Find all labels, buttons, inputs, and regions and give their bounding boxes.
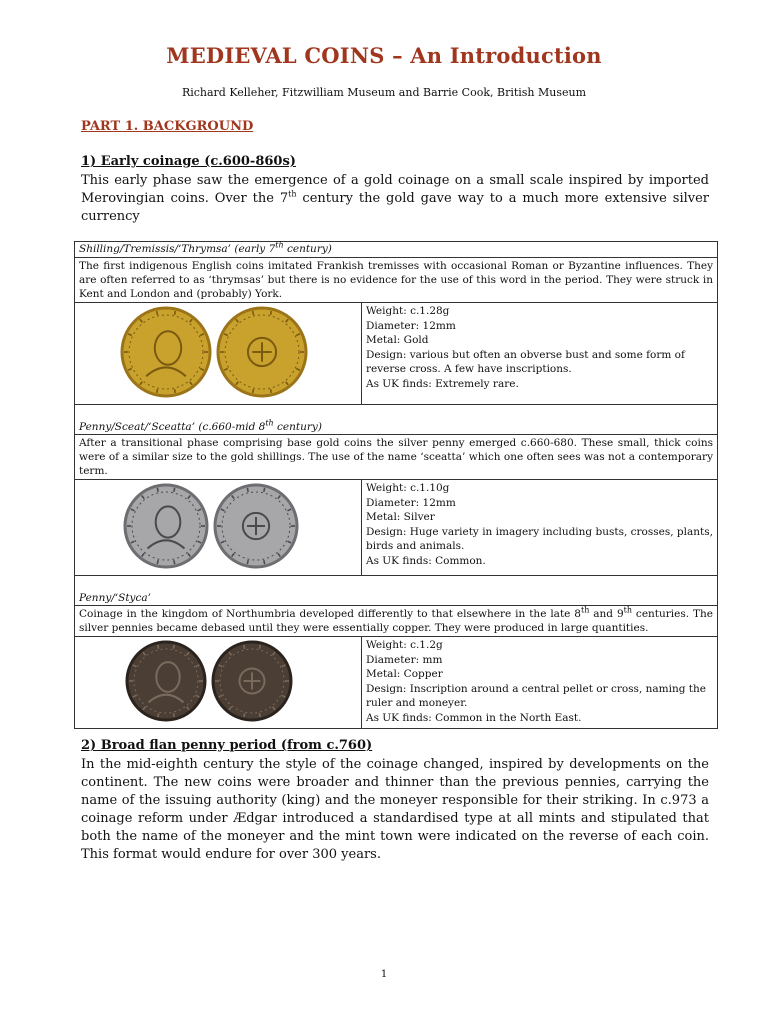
coin-design: Design: Huge variety in imagery including busts, crosses, plants, birds and animals.	[366, 525, 713, 552]
gold-thrymsa-coins-image	[79, 304, 366, 400]
coin-obverse	[122, 308, 210, 396]
page-number: 1	[380, 969, 388, 980]
coin-detail-row	[75, 303, 718, 405]
coin-type-label: Shilling/Tremissis/‘Thrymsa’ (early 7th century)	[75, 242, 718, 258]
coin-diameter: Diameter: 12mm	[366, 319, 456, 332]
authors-line: Richard Kelleher, Fitzwilliam Museum and Barrie Cook, British Museum	[181, 86, 587, 99]
coin-type-label: Penny/‘Styca’	[75, 576, 718, 606]
coin-description: The first indigenous English coins imitated Frankish tremisses with occasional Roman or Byzantine influences. They are often referred to as ‘thrymsas’ but there is no evidence for the use of this word in the period. They were struck in Kent and London and (probably) York.	[75, 258, 718, 303]
coin-weight: Weight: c.1.2g	[366, 639, 443, 651]
coin-specs	[362, 480, 718, 576]
document-title: MEDIEVAL COINS – An Introduction	[166, 43, 602, 68]
part-heading: PART 1. BACKGROUND	[81, 119, 254, 134]
coin-uk-finds: As UK finds: Extremely rare.	[366, 377, 519, 390]
coin-uk-finds: As UK finds: Common in the North East.	[366, 711, 582, 724]
coin-design: Design: various but often an obverse bust and some form of reverse cross. A few have inscriptions.	[366, 348, 685, 375]
coin-design: Design: Inscription around a central pellet or cross, naming the ruler and moneyer.	[366, 682, 706, 709]
coin-detail-row	[75, 480, 718, 576]
coin-metal: Metal: Gold	[366, 334, 429, 346]
coin-weight: Weight: c.1.28g	[366, 305, 450, 317]
coin-uk-finds: As UK finds: Common.	[366, 554, 486, 567]
coin-metal: Metal: Silver	[366, 511, 435, 523]
coin-reverse	[215, 485, 297, 567]
coin-obverse	[125, 485, 207, 567]
coin-types-table	[74, 241, 718, 729]
coin-label-row	[75, 242, 718, 258]
coin-reverse	[213, 642, 291, 720]
copper-styca-coins-image	[79, 638, 366, 724]
coin-diameter: Diameter: mm	[366, 653, 443, 666]
coin-type-label: Penny/Sceat/‘Sceatta’ (c.660-mid 8th century)	[75, 405, 718, 435]
coin-description-row	[75, 606, 718, 637]
coin-description-row	[75, 435, 718, 480]
coin-label-row	[75, 576, 718, 606]
section1-heading: 1) Early coinage (c.600-860s)	[81, 154, 296, 169]
coin-description: Coinage in the kingdom of Northumbria developed differently to that elsewhere in the late 8th and 9th centuries. The silver pennies became debased until they were essentially copper. They were produced in large quantities.	[75, 606, 718, 637]
coin-obverse	[127, 642, 205, 720]
silver-sceatta-coins-image	[79, 481, 366, 571]
coin-description: After a transitional phase comprising base gold coins the silver penny emerged c.660-680. These small, thick coins were of a similar size to the gold shillings. The use of the name ‘sceatta’ which one often sees was not a contemporary term.	[75, 435, 718, 480]
coin-reverse	[218, 308, 306, 396]
section1-paragraph: This early phase saw the emergence of a gold coinage on a small scale inspired by imported Merovingian coins. Over the 7th century the gold gave way to a much more extensive silver currency	[81, 173, 710, 224]
coin-specs	[362, 637, 718, 729]
coin-detail-row	[75, 637, 718, 729]
coin-label-row	[75, 405, 718, 435]
section2-paragraph: In the mid-eighth century the style of the coinage changed, inspired by developments on the continent. The new coins were broader and thinner than the previous pennies, carrying the name of the issuing authority (king) and the moneyer responsible for their striking. In c.973 a coinage reform under Ædgar introduced a standardised type at all mints and stipulated that both the name of the moneyer and the mint town were indicated on the reverse of each coin. This format would endure for over 300 years.	[81, 757, 709, 862]
section2-heading: 2) Broad flan penny period (from c.760)	[81, 738, 373, 753]
coin-specs	[362, 303, 718, 405]
coin-metal: Metal: Copper	[366, 668, 443, 680]
coin-weight: Weight: c.1.10g	[366, 482, 450, 494]
coin-diameter: Diameter: 12mm	[366, 496, 456, 509]
coin-description-row	[75, 258, 718, 303]
